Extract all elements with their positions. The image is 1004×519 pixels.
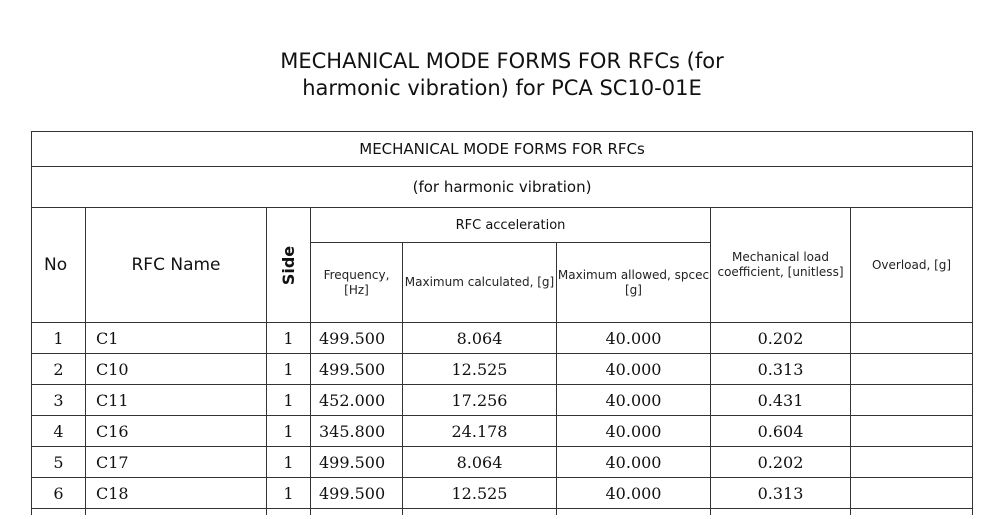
cell-side: 1 [267, 447, 311, 478]
cell-max-allowed: 40.000 [557, 323, 711, 354]
table-row-cut-off [32, 509, 973, 516]
cell-frequency: 345.800 [311, 416, 403, 447]
cell-max-allowed: 40.000 [557, 447, 711, 478]
table-caption-sub: (for harmonic vibration) [32, 167, 973, 208]
cell-empty [403, 509, 557, 516]
cell-overload [851, 385, 973, 416]
cell-max-calculated: 12.525 [403, 478, 557, 509]
cell-empty [86, 509, 267, 516]
cell-rfc-name: C18 [86, 478, 267, 509]
cell-frequency: 499.500 [311, 478, 403, 509]
cell-frequency: 499.500 [311, 354, 403, 385]
cell-overload [851, 447, 973, 478]
cell-side: 1 [267, 323, 311, 354]
header-mechanical-load: Mechanical load coefficient, [unitless] [711, 208, 851, 323]
header-side-label: Side [279, 245, 298, 285]
cell-max-allowed: 40.000 [557, 354, 711, 385]
table-caption-main: MECHANICAL MODE FORMS FOR RFCs [32, 132, 973, 167]
cell-overload [851, 354, 973, 385]
cell-max-allowed: 40.000 [557, 416, 711, 447]
cell-no: 5 [32, 447, 86, 478]
cell-frequency: 452.000 [311, 385, 403, 416]
cell-max-calculated: 8.064 [403, 447, 557, 478]
cell-max-allowed: 40.000 [557, 385, 711, 416]
cell-mechanical-load: 0.202 [711, 447, 851, 478]
cell-side: 1 [267, 354, 311, 385]
cell-empty [267, 509, 311, 516]
cell-max-calculated: 17.256 [403, 385, 557, 416]
title-line-2: harmonic vibration) for PCA SC10-01E [302, 76, 702, 100]
cell-overload [851, 416, 973, 447]
cell-rfc-name: C16 [86, 416, 267, 447]
header-rfc-acceleration: RFC acceleration [311, 208, 711, 243]
cell-frequency: 499.500 [311, 323, 403, 354]
cell-max-calculated: 8.064 [403, 323, 557, 354]
cell-no: 6 [32, 478, 86, 509]
cell-empty [311, 509, 403, 516]
cell-no: 4 [32, 416, 86, 447]
cell-side: 1 [267, 416, 311, 447]
header-rfc-name: RFC Name [86, 208, 267, 323]
mode-forms-table [31, 131, 973, 515]
header-max-calculated: Maximum calculated, [g] [403, 243, 557, 323]
table-row [32, 478, 973, 509]
cell-mechanical-load: 0.202 [711, 323, 851, 354]
cell-no: 3 [32, 385, 86, 416]
cell-empty [711, 509, 851, 516]
header-frequency: Frequency, [Hz] [311, 243, 403, 323]
cell-max-calculated: 24.178 [403, 416, 557, 447]
cell-mechanical-load: 0.313 [711, 478, 851, 509]
table-row [32, 385, 973, 416]
cell-rfc-name: C17 [86, 447, 267, 478]
header-no: No [32, 208, 86, 323]
cell-side: 1 [267, 478, 311, 509]
table-body [32, 323, 973, 516]
cell-rfc-name: C1 [86, 323, 267, 354]
cell-frequency: 499.500 [311, 447, 403, 478]
header-side [267, 208, 311, 323]
document-title [0, 48, 1004, 102]
table-row [32, 416, 973, 447]
cell-no: 2 [32, 354, 86, 385]
cell-mechanical-load: 0.431 [711, 385, 851, 416]
cell-empty [557, 509, 711, 516]
cell-empty [32, 509, 86, 516]
table-row [32, 354, 973, 385]
table-row [32, 447, 973, 478]
cell-side: 1 [267, 385, 311, 416]
cell-rfc-name: C10 [86, 354, 267, 385]
cell-max-calculated: 12.525 [403, 354, 557, 385]
cell-mechanical-load: 0.313 [711, 354, 851, 385]
cell-max-allowed: 40.000 [557, 478, 711, 509]
cell-rfc-name: C11 [86, 385, 267, 416]
title-line-1: MECHANICAL MODE FORMS FOR RFCs (for [280, 49, 724, 73]
cell-empty [851, 509, 973, 516]
header-max-allowed: Maximum allowed, spcec [g] [557, 243, 711, 323]
cell-mechanical-load: 0.604 [711, 416, 851, 447]
cell-overload [851, 478, 973, 509]
cell-overload [851, 323, 973, 354]
header-overload: Overload, [g] [851, 208, 973, 323]
cell-no: 1 [32, 323, 86, 354]
table-row [32, 323, 973, 354]
